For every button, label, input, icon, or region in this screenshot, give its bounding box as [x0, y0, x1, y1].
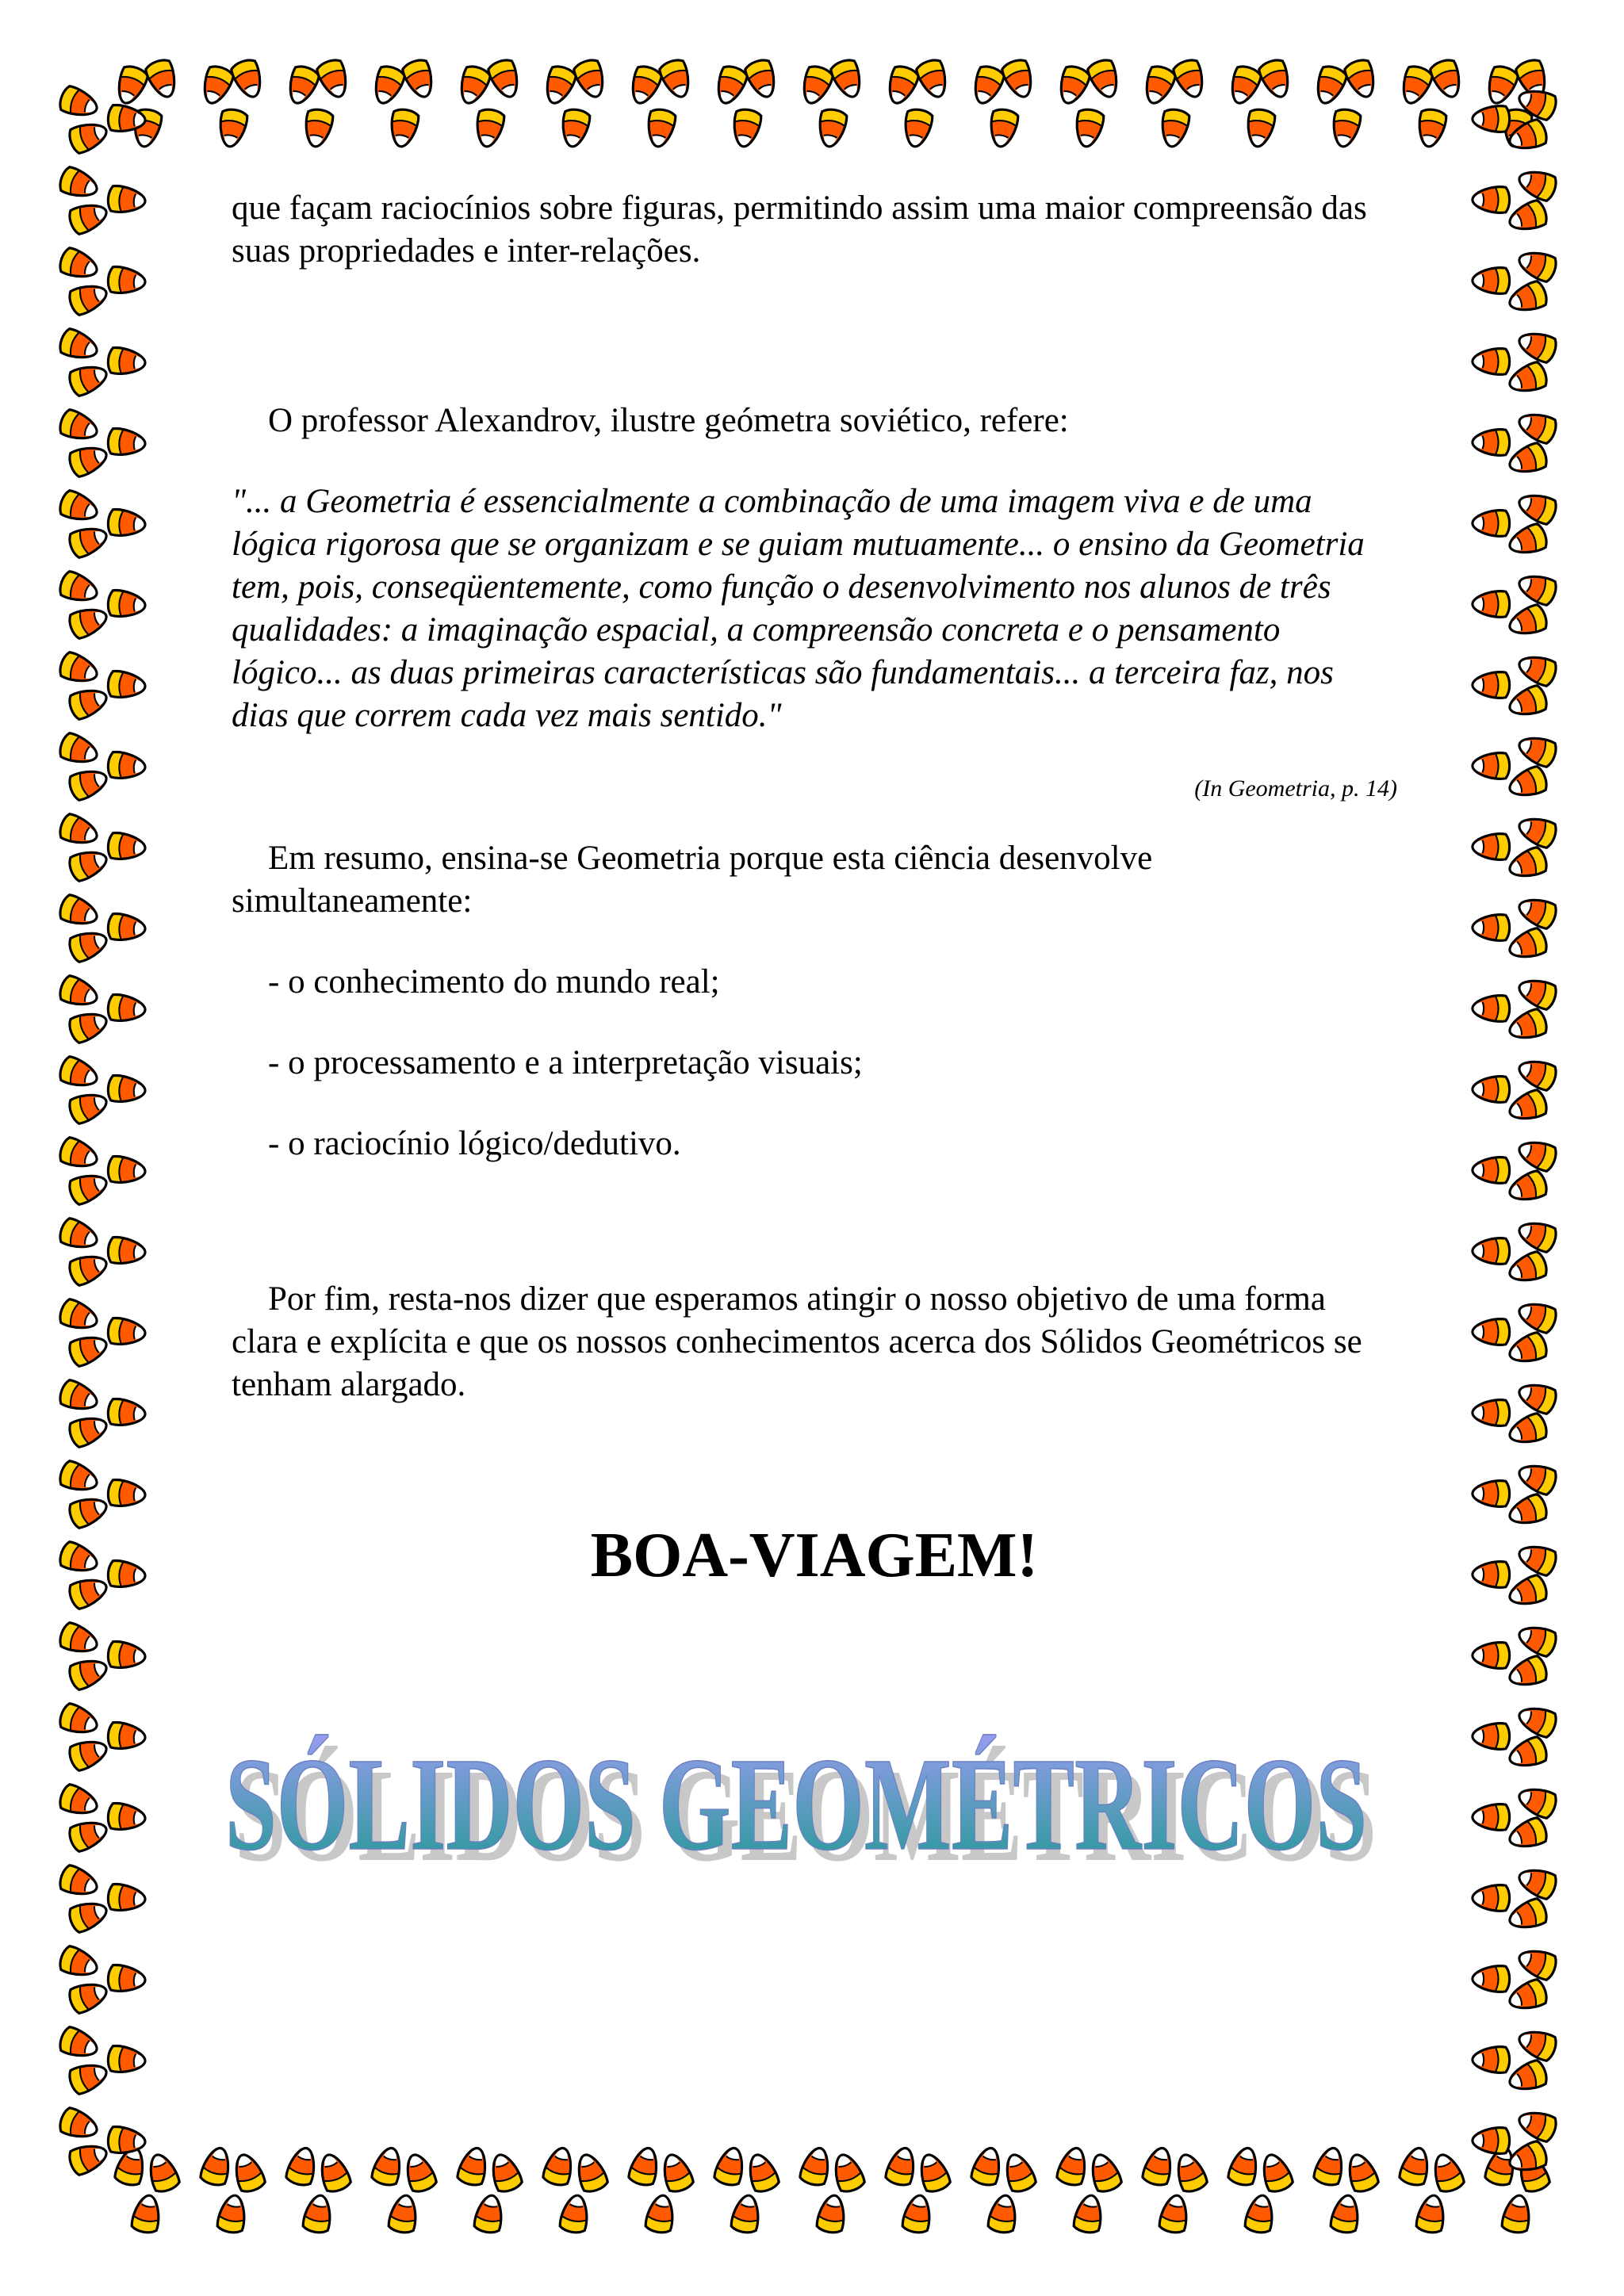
candy-corn-icon	[284, 63, 321, 107]
candy-corn-icon	[199, 2145, 234, 2187]
candy-corn-icon	[712, 63, 749, 107]
candy-corn-icon	[107, 832, 146, 862]
candy-corn-icon	[987, 108, 1019, 149]
candy-corn-icon	[1473, 1319, 1510, 1345]
candy-corn-icon	[1515, 974, 1559, 1012]
candy-corn-icon	[1506, 1816, 1549, 1854]
candy-corn-icon	[57, 1945, 101, 1982]
candy-corn-icon	[1506, 199, 1549, 236]
candy-corn-icon	[131, 2193, 163, 2234]
candy-corn-icon	[1473, 1562, 1510, 1588]
candy-corn-icon	[388, 2193, 419, 2234]
candy-corn-icon	[645, 108, 676, 149]
candy-corn-icon	[1343, 57, 1381, 101]
candy-corn-icon	[1506, 1574, 1549, 1611]
candy-corn-icon	[107, 752, 146, 781]
candy-corn-icon	[1515, 327, 1559, 365]
candy-corn-icon	[57, 894, 101, 931]
candy-corn-icon	[915, 2151, 952, 2195]
candy-corn-icon	[67, 1655, 110, 1692]
paragraph-intro: que façam raciocínios sobre figuras, permitindo assim uma maior compreensão das suas propriedades e inter-relações.	[232, 189, 1367, 270]
candy-corn-icon	[915, 57, 952, 101]
candy-corn-icon	[1515, 1540, 1559, 1578]
candy-corn-icon	[1506, 522, 1549, 560]
candy-corn-icon	[542, 2145, 576, 2187]
candy-corn-icon	[57, 2107, 101, 2144]
candy-corn-icon	[57, 1298, 101, 1335]
candy-corn-icon	[1258, 57, 1295, 101]
candy-corn-icon	[316, 2151, 353, 2195]
candy-corn-icon	[107, 266, 146, 296]
candy-corn-icon	[57, 166, 101, 203]
candy-corn-icon	[67, 927, 110, 964]
candy-corn-icon	[1473, 1077, 1510, 1103]
candy-corn-icon	[57, 570, 101, 607]
candy-corn-icon	[107, 347, 146, 377]
candy-corn-icon	[1227, 2145, 1262, 2187]
candy-corn-icon	[67, 684, 110, 721]
candy-corn-icon	[1330, 108, 1362, 149]
candy-corn-icon	[627, 2145, 662, 2187]
candy-corn-icon	[1515, 2026, 1559, 2063]
candy-corn-icon	[107, 1722, 146, 1751]
candy-corn-icon	[57, 813, 101, 850]
candy-corn-icon	[57, 1621, 101, 1659]
candy-corn-icon	[1515, 1136, 1559, 1173]
bullet-item: - o processamento e a interpretação visuais;	[268, 1044, 863, 1081]
candy-corn-icon	[1159, 2193, 1190, 2234]
candy-corn-icon	[487, 2151, 524, 2195]
candy-corn-icon	[744, 57, 781, 101]
paragraph-fim: Por fim, resta-nos dizer que esperamos atingir o nosso objetivo de uma forma clara e explícita e que os nossos conhecimentos acerca dos Sólidos Geométricos se tenham alargado.	[232, 1280, 1362, 1403]
candy-corn-icon	[1001, 2151, 1038, 2195]
candy-corn-icon	[230, 2151, 267, 2195]
candy-corn-icon	[1515, 1460, 1559, 1497]
alexandrov-quote: "... a Geometria é essencialmente a combinação de uma imagem viva e de uma lógica rigorosa que se organizam e se guiam mutuamente... o ensino da Geometria tem, pois, conseqüentemente, como função o desenvolvimento nos alunos de três qualidades: a imaginação espacial, a compreensão concreta e o pensamento lógico... as duas primeiras características são fundamentais... a terceira faz, nos dias que correm cada vez mais sentido."	[232, 483, 1365, 734]
candy-corn-icon	[902, 2193, 933, 2234]
candy-corn-icon	[658, 57, 695, 101]
candy-corn-icon	[1515, 1864, 1559, 1901]
candy-corn-icon	[57, 1217, 101, 1254]
candy-corn-icon	[370, 63, 407, 107]
candy-corn-icon	[1473, 430, 1510, 456]
candy-corn-icon	[57, 408, 101, 446]
candy-corn-icon	[1506, 1735, 1549, 1773]
candy-corn-icon	[401, 57, 439, 101]
candy-corn-icon	[1506, 280, 1549, 317]
candy-corn-icon	[67, 1978, 110, 2015]
candy-corn-icon	[67, 603, 110, 641]
candy-corn-icon	[456, 2145, 491, 2187]
candy-corn-icon	[1515, 894, 1559, 931]
candy-corn-icon	[829, 57, 867, 101]
candy-corn-icon	[285, 2145, 320, 2187]
candy-corn-icon	[573, 2151, 610, 2195]
candy-corn-icon	[1515, 408, 1559, 446]
candy-corn-icon	[1140, 63, 1178, 107]
candy-corn-icon	[67, 361, 110, 398]
candy-corn-icon	[107, 1560, 146, 1590]
candy-corn-icon	[799, 2145, 833, 2187]
candy-corn-icon	[1473, 591, 1510, 618]
candy-corn-icon	[1506, 1169, 1549, 1207]
candy-corn-icon	[1055, 63, 1092, 107]
candy-corn-icon	[1515, 1783, 1559, 1820]
candy-corn-icon	[107, 1318, 146, 1347]
candy-corn-icon	[107, 1965, 146, 1994]
candy-corn-icon	[67, 765, 110, 802]
candy-corn-icon	[1473, 1885, 1510, 1911]
candy-corn-icon	[1506, 765, 1549, 802]
candy-corn-icon	[487, 57, 524, 101]
candy-corn-icon	[230, 57, 267, 101]
candy-corn-icon	[829, 2151, 867, 2195]
candy-corn-icon	[1515, 1379, 1559, 1416]
candy-corn-icon	[67, 1008, 110, 1045]
candy-corn-icon	[107, 186, 146, 215]
candy-corn-icon	[67, 280, 110, 317]
candy-corn-icon	[1244, 2193, 1276, 2234]
candy-corn-icon	[57, 247, 101, 284]
candy-corn-icon	[67, 199, 110, 236]
candy-corn-icon	[645, 2193, 676, 2234]
wordart-title	[214, 1720, 1419, 1895]
candy-corn-icon	[67, 118, 110, 155]
candy-corn-icon	[1473, 187, 1510, 213]
candy-corn-icon	[1515, 570, 1559, 607]
wordart-shadow: SÓLIDOS GEOMÉTRICOS	[235, 1742, 1377, 1889]
candy-corn-icon	[1506, 1897, 1549, 1934]
candy-corn-icon	[113, 63, 150, 107]
candy-corn-icon	[1415, 108, 1447, 149]
candy-corn-icon	[1506, 846, 1549, 883]
candy-corn-icon	[573, 57, 610, 101]
candy-corn-icon	[1515, 1621, 1559, 1659]
candy-corn-icon	[473, 2193, 505, 2234]
candy-corn-icon	[388, 108, 419, 149]
candy-corn-icon	[1473, 1643, 1510, 1669]
candy-corn-icon	[67, 1897, 110, 1934]
candy-corn-icon	[316, 57, 353, 101]
candy-corn-icon	[1506, 927, 1549, 964]
candy-corn-icon	[67, 1089, 110, 1126]
candy-corn-icon	[1501, 2193, 1533, 2234]
closing-heading: BOA-VIAGEM!	[590, 1521, 1039, 1590]
candy-corn-icon	[1159, 108, 1190, 149]
bullet-item: - o raciocínio lógico/dedutivo.	[268, 1125, 681, 1162]
candy-corn-icon	[1258, 2151, 1295, 2195]
candy-corn-icon	[1506, 1250, 1549, 1288]
candy-corn-icon	[1473, 511, 1510, 537]
candy-corn-icon	[1415, 2193, 1447, 2234]
candy-corn-icon	[57, 651, 101, 688]
candy-corn-icon	[798, 63, 835, 107]
candy-corn-icon	[883, 63, 921, 107]
candy-corn-icon	[1473, 1966, 1510, 1992]
candy-corn-icon	[1473, 996, 1510, 1022]
candy-corn-icon	[1515, 651, 1559, 688]
candy-corn-icon	[1515, 2107, 1559, 2144]
candy-corn-icon	[107, 671, 146, 700]
candy-corn-icon	[107, 509, 146, 538]
candy-corn-icon	[1473, 834, 1510, 860]
candy-corn-icon	[57, 974, 101, 1012]
candy-corn-icon	[1506, 1412, 1549, 1449]
candy-corn-icon	[107, 2045, 146, 2075]
candy-corn-icon	[57, 1055, 101, 1093]
candy-corn-icon	[541, 63, 578, 107]
candy-corn-icon	[107, 913, 146, 943]
candy-corn-icon	[57, 1864, 101, 1901]
candy-corn-icon	[1506, 1493, 1549, 1530]
candy-corn-icon	[1515, 247, 1559, 284]
candy-corn-icon	[302, 108, 334, 149]
candy-corn-icon	[1473, 1724, 1510, 1750]
candy-corn-icon	[658, 2151, 695, 2195]
candy-corn-icon	[969, 63, 1006, 107]
candy-corn-icon	[1506, 361, 1549, 398]
candy-corn-icon	[67, 1412, 110, 1449]
candy-corn-icon	[67, 1574, 110, 1611]
candy-corn-icon	[107, 1884, 146, 1913]
candy-corn-icon	[107, 1156, 146, 1185]
candy-corn-icon	[1086, 57, 1124, 101]
candy-corn-icon	[1473, 1158, 1510, 1184]
candy-corn-icon	[107, 994, 146, 1024]
candy-corn-icon	[1473, 1481, 1510, 1507]
candy-corn-icon	[57, 1783, 101, 1820]
candy-corn-icon	[1506, 2059, 1549, 2096]
candy-corn-icon	[198, 63, 236, 107]
candy-corn-icon	[1172, 57, 1209, 101]
candy-corn-icon	[67, 846, 110, 883]
candy-corn-icon	[1398, 2145, 1433, 2187]
candy-corn-icon	[67, 1735, 110, 1773]
candy-corn-icon	[1473, 753, 1510, 779]
candy-corn-icon	[144, 2151, 182, 2195]
candy-corn-icon	[1473, 2047, 1510, 2073]
candy-corn-icon	[1515, 813, 1559, 850]
candy-corn-icon	[370, 2145, 405, 2187]
candy-corn-icon	[1473, 349, 1510, 375]
candy-corn-icon	[67, 442, 110, 479]
candy-corn-icon	[57, 85, 101, 122]
quote-citation: (In Geometria, p. 14)	[1194, 775, 1397, 802]
candy-corn-icon	[884, 2145, 919, 2187]
candy-corn-icon	[902, 108, 933, 149]
candy-corn-icon	[1473, 1804, 1510, 1831]
candy-corn-icon	[57, 1702, 101, 1739]
candy-corn-icon	[1515, 1702, 1559, 1739]
candy-corn-icon	[1506, 1978, 1549, 2015]
bullet-item: - o conhecimento do mundo real;	[268, 963, 720, 1001]
candy-corn-icon	[1473, 672, 1510, 698]
candy-corn-icon	[455, 63, 492, 107]
candy-corn-icon	[816, 2193, 848, 2234]
candy-corn-icon	[67, 1816, 110, 1854]
candy-corn-icon	[67, 2059, 110, 2096]
candy-corn-icon	[57, 1136, 101, 1173]
candy-corn-icon	[1506, 1331, 1549, 1368]
candy-corn-icon	[1086, 2151, 1124, 2195]
candy-corn-icon	[1073, 2193, 1105, 2234]
candy-corn-icon	[987, 2193, 1019, 2234]
candy-corn-icon	[1473, 1400, 1510, 1426]
paragraph-resumo: Em resumo, ensina-se Geometria porque esta ciência desenvolve simultaneamente:	[232, 840, 1153, 920]
candy-corn-icon	[1001, 57, 1038, 101]
candy-corn-icon	[1506, 1008, 1549, 1045]
candy-corn-icon	[816, 108, 848, 149]
candy-corn-icon	[730, 108, 762, 149]
candy-corn-icon	[1515, 1217, 1559, 1254]
candy-corn-icon	[1483, 63, 1520, 107]
candy-corn-icon	[57, 1460, 101, 1497]
candy-corn-icon	[302, 2193, 334, 2234]
candy-corn-icon	[1244, 108, 1276, 149]
candy-corn-icon	[626, 63, 664, 107]
candy-corn-icon	[1515, 1298, 1559, 1335]
candy-corn-icon	[107, 1237, 146, 1266]
candy-corn-icon	[1473, 268, 1510, 294]
candy-corn-icon	[1506, 603, 1549, 641]
candy-corn-icon	[1141, 2145, 1176, 2187]
candy-corn-icon	[107, 590, 146, 619]
paragraph-alexandrov: O professor Alexandrov, ilustre geómetra soviético, refere:	[268, 402, 1069, 439]
candy-corn-icon	[1515, 166, 1559, 203]
candy-corn-icon	[144, 57, 182, 101]
candy-corn-icon	[216, 2193, 248, 2234]
wordart-text: SÓLIDOS GEOMÉTRICOS	[225, 1731, 1367, 1878]
candy-corn-icon	[67, 1331, 110, 1368]
candy-corn-icon	[57, 732, 101, 769]
candy-corn-icon	[1312, 2145, 1347, 2187]
candy-corn-icon	[1343, 2151, 1381, 2195]
candy-corn-icon	[713, 2145, 748, 2187]
candy-corn-icon	[1506, 442, 1549, 479]
candy-corn-icon	[1055, 2145, 1090, 2187]
candy-corn-icon	[559, 108, 591, 149]
candy-corn-icon	[1506, 684, 1549, 721]
candy-corn-icon	[1515, 732, 1559, 769]
candy-corn-icon	[57, 327, 101, 365]
candy-corn-icon	[1515, 1945, 1559, 1982]
candy-corn-icon	[730, 2193, 762, 2234]
candy-corn-icon	[401, 2151, 439, 2195]
candy-corn-icon	[107, 1803, 146, 1832]
candy-corn-icon	[57, 1540, 101, 1578]
candy-corn-icon	[67, 1250, 110, 1288]
candy-corn-icon	[473, 108, 505, 149]
candy-corn-icon	[107, 1641, 146, 1670]
candy-corn-icon	[1073, 108, 1105, 149]
candy-corn-icon	[67, 1169, 110, 1207]
candy-corn-icon	[744, 2151, 781, 2195]
candy-corn-icon	[216, 108, 248, 149]
candy-corn-icon	[1473, 915, 1510, 941]
candy-corn-icon	[559, 2193, 591, 2234]
candy-corn-icon	[1473, 2128, 1510, 2154]
candy-corn-icon	[970, 2145, 1005, 2187]
candy-corn-icon	[1506, 1655, 1549, 1692]
candy-corn-icon	[67, 2140, 110, 2177]
candy-corn-icon	[1515, 489, 1559, 526]
candy-corn-icon	[1330, 2193, 1362, 2234]
candy-corn-icon	[1429, 2151, 1466, 2195]
candy-corn-icon	[1312, 63, 1349, 107]
candy-corn-icon	[1506, 1089, 1549, 1126]
candy-corn-icon	[67, 1493, 110, 1530]
candy-corn-icon	[1515, 1055, 1559, 1093]
candy-corn-icon	[1473, 1238, 1510, 1265]
candy-corn-icon	[1226, 63, 1263, 107]
candy-corn-icon	[57, 1379, 101, 1416]
candy-corn-icon	[67, 522, 110, 560]
candy-corn-icon	[107, 1399, 146, 1428]
candy-corn-icon	[1172, 2151, 1209, 2195]
candy-corn-icon	[57, 2026, 101, 2063]
candy-corn-icon	[1473, 106, 1510, 132]
candy-corn-icon	[107, 428, 146, 457]
candy-corn-icon	[1397, 63, 1434, 107]
candy-corn-icon	[107, 1075, 146, 1104]
candy-corn-icon	[1429, 57, 1466, 101]
candy-corn-icon	[57, 489, 101, 526]
candy-corn-icon	[107, 1479, 146, 1509]
